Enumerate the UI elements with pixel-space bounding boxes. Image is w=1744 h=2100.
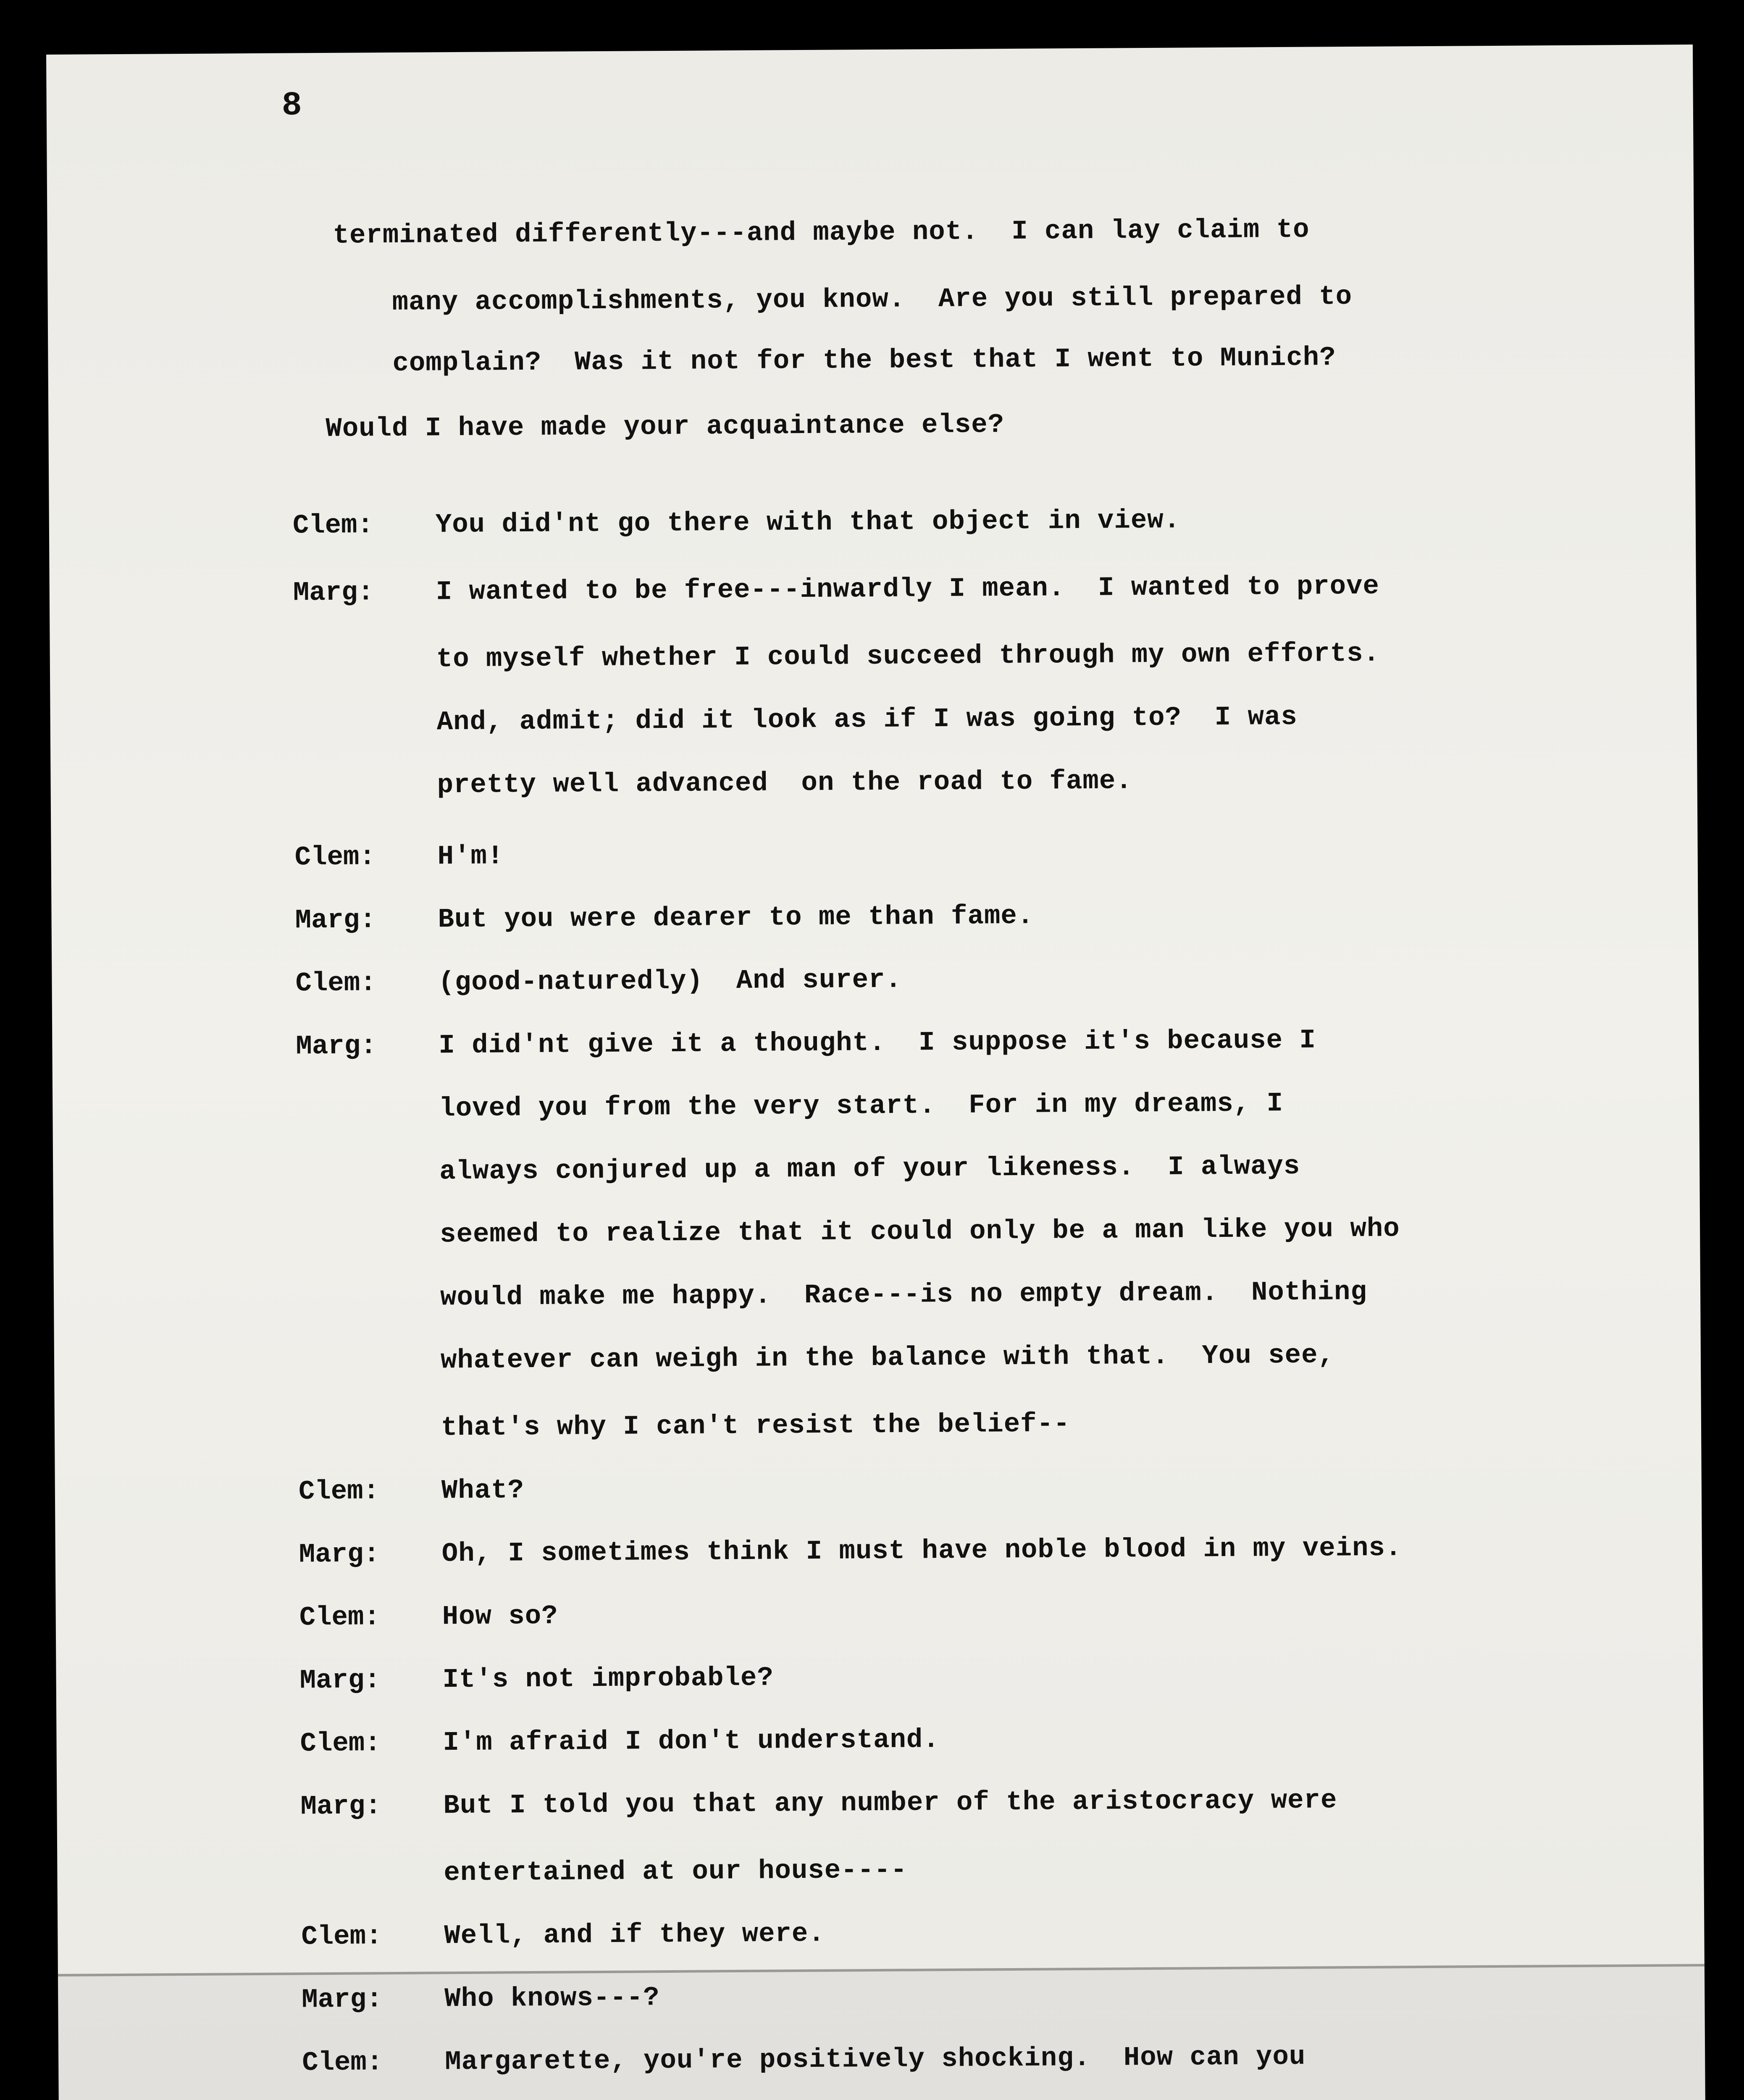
dialogue-line: I wanted to be free---inwardly I mean. I wanted to prove — [436, 571, 1380, 608]
speaker-label: Clem: — [298, 1476, 380, 1507]
dialogue-line: would make me happy. Race---is no empty dream. Nothing — [440, 1277, 1368, 1313]
dialogue-line: Well, and if they were. — [444, 1919, 825, 1952]
speaker-label: Clem: — [302, 2048, 383, 2079]
dialogue-line: loved you from the very start. For in my dreams, I — [439, 1089, 1284, 1124]
dialogue-line: It's not improbable? — [442, 1663, 774, 1696]
dialogue-line: Would I have made your acquaintance else? — [326, 410, 1005, 444]
dialogue-line: many accomplishments, you know. Are you still prepared to — [392, 282, 1353, 318]
speaker-label: Marg: — [299, 1665, 381, 1696]
speaker-label: Clem: — [292, 510, 374, 541]
script-body — [46, 45, 1693, 2079]
dialogue-line: What? — [441, 1475, 525, 1507]
dialogue-line: terminated differently---and maybe not. I can lay claim to — [333, 215, 1310, 251]
dialogue-line: H'm! — [437, 841, 504, 872]
dialogue-line: Who knows---? — [444, 1983, 660, 2015]
speaker-label: Clem: — [300, 1728, 381, 1759]
dialogue-line: Oh, I sometimes think I must have noble blood in my veins. — [441, 1533, 1402, 1570]
dialogue-line: entertained at our house---- — [444, 1855, 908, 1889]
speaker-label: Clem: — [294, 842, 376, 873]
dialogue-line: And, admit; did it look as if I was going to? I was — [436, 702, 1298, 738]
speaker-label: Marg: — [299, 1539, 380, 1570]
speaker-label: Marg: — [295, 905, 376, 936]
dialogue-line: Margarette, you're positively shocking. How can you — [444, 2042, 1306, 2078]
speaker-label: Marg: — [302, 1984, 383, 2016]
dialogue-line: pretty well advanced on the road to fame. — [437, 766, 1132, 801]
dialogue-line: But I told you that any number of the aristocracy were — [443, 1785, 1337, 1822]
document-page — [46, 45, 1708, 2100]
dialogue-line: whatever can weigh in the balance with that. You see, — [440, 1340, 1335, 1376]
page-number: 8 — [281, 87, 302, 125]
dialogue-line: that's why I can't resist the belief-- — [441, 1409, 1070, 1444]
speaker-label: Clem: — [299, 1602, 380, 1633]
dialogue-line: to myself whether I could succeed through my own efforts. — [436, 638, 1380, 675]
dialogue-line: I'm afraid I don't understand. — [443, 1725, 940, 1759]
dialogue-line: You did'nt go there with that object in view. — [435, 505, 1181, 541]
speaker-label: Clem: — [301, 1922, 382, 1953]
dialogue-line: I did'nt give it a thought. I suppose it's because I — [439, 1025, 1316, 1061]
dialogue-line: seemed to realize that it could only be a man like you who — [439, 1214, 1400, 1250]
dialogue-line: How so? — [442, 1601, 558, 1633]
dialogue-line: But you were dearer to me than fame. — [438, 901, 1034, 935]
speaker-label: Marg: — [293, 578, 374, 609]
speaker-label: Marg: — [300, 1791, 381, 1822]
dialogue-line: complain? Was it not for the best that I went to Munich? — [392, 343, 1336, 379]
dialogue-line: (good-naturedly) And surer. — [438, 965, 902, 998]
dialogue-line: always conjured up a man of your likeness. I always — [439, 1151, 1300, 1187]
speaker-label: Clem: — [295, 968, 376, 999]
speaker-label: Marg: — [296, 1031, 377, 1062]
